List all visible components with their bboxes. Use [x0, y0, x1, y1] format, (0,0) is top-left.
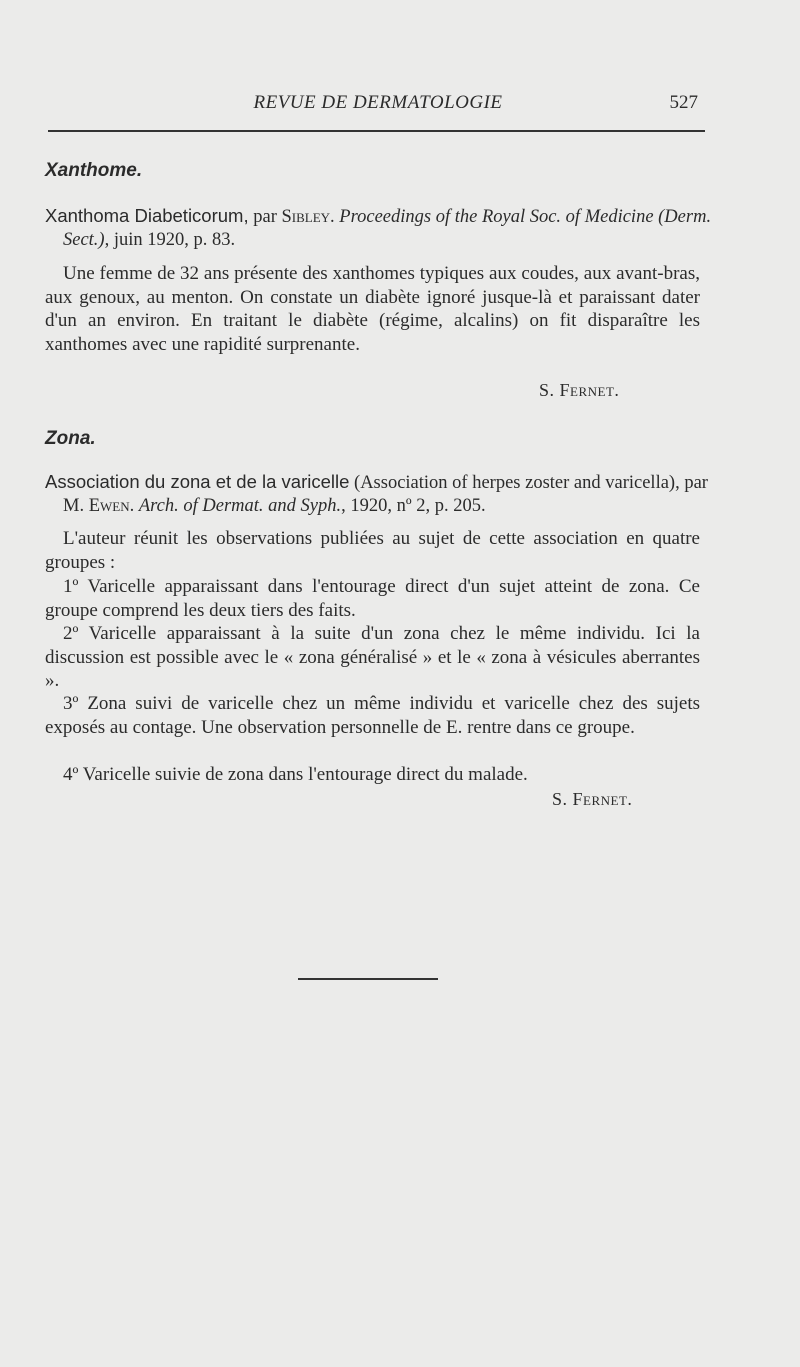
reference-xanthome: Xanthoma Diabeticorum, par Sibley. Proceedings of the Royal Soc. of Medicine (Derm. Sect.), juin 1920, p. 83. [45, 205, 712, 250]
point-paragraph: 2º Varicelle apparaissant à la suite d'un zona chez le même individu. Ici la discussion est possible avec le « zona généralisé » et le « zona à vésicules aberrantes ». [45, 623, 700, 691]
publication-date: , 1920, nº 2, p. 205. [341, 496, 486, 516]
point-paragraph: 4º Varicelle suivie de zona dans l'entourage direct du malade. [63, 764, 528, 785]
point-paragraph: 1º Varicelle apparaissant dans l'entourage direct d'un sujet atteint de zona. Ce groupe comprend les deux tiers des faits. [45, 576, 700, 621]
ref-par: par [248, 207, 282, 227]
header-divider [48, 130, 705, 132]
page-number: 527 [669, 92, 698, 113]
signature: S. Fernet. [539, 380, 620, 400]
journal-name: Arch. of Dermat. and Syph. [138, 496, 342, 516]
intro-paragraph: L'auteur réunit les observations publiées au sujet de cette association en quatre groupes : [45, 528, 700, 573]
running-header [48, 90, 708, 118]
article-title: Xanthoma Diabeticorum, [45, 205, 249, 226]
author-name: Ewen [88, 496, 130, 516]
section-heading-xanthome: Xanthome. [45, 160, 143, 181]
journal-title: REVUE DE DERMATOLOGIE [253, 92, 503, 113]
article-title: Association du zona et de la varicelle [45, 471, 350, 492]
signature: S. Fernet. [552, 789, 633, 809]
point-paragraph: 3º Zona suivi de varicelle chez un même individu et varicelle chez des sujets exposés au contage. Une observation personnelle de E. rentre dans ce groupe. [45, 693, 700, 738]
author-name: Sibley [281, 207, 331, 227]
ref-subtitle: (Association of herpes zoster and varicella), par M. [63, 473, 708, 516]
reference-zona: Association du zona et de la varicelle (Association of herpes zoster and varicella), par M. Ewen. Arch. of Dermat. and Syph., 1920, nº 2, p. 205. [45, 471, 708, 516]
journal-name: Proceedings of the Royal Soc. of Medicine (Derm. Sect.) [63, 207, 712, 250]
end-divider [298, 978, 438, 980]
abstract-paragraph: Une femme de 32 ans présente des xanthomes typiques aux coudes, aux avant-bras, aux genoux, au menton. On constate un diabète ignoré jusque-là et paraissant dater d'un an environ. En traitant le diabète (régime, alcalins) on fit disparaître les xanthomes avec une rapidité surprenante. [45, 263, 700, 355]
publication-date: , juin 1920, p. 83. [104, 230, 236, 250]
section-heading-zona: Zona. [45, 428, 96, 449]
